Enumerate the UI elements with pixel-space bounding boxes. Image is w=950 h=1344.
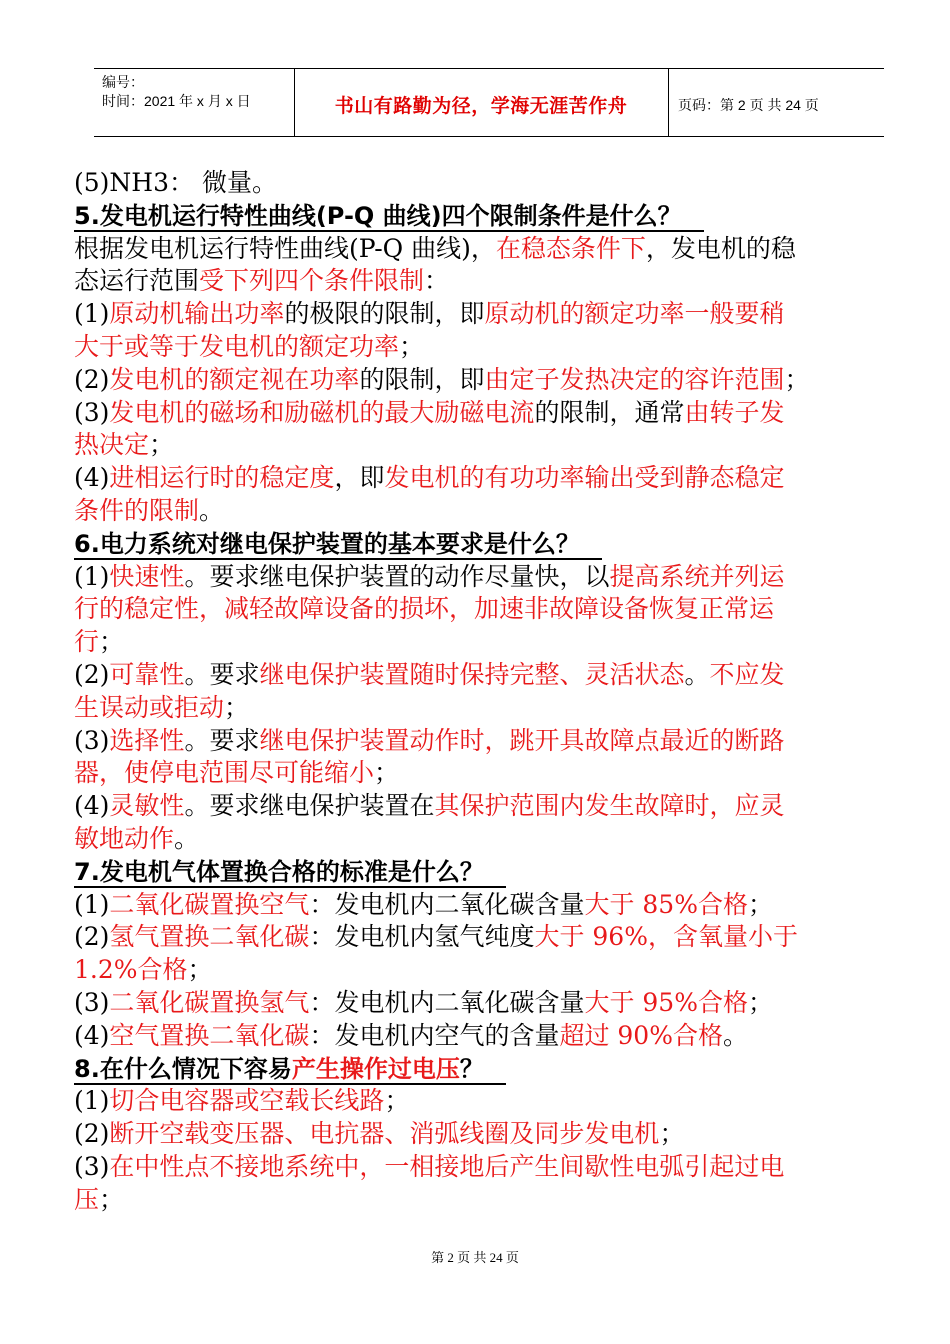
- text-segment: (2): [74, 922, 110, 952]
- highlighted-text: 二氧化碳置换氢气: [109, 987, 310, 1017]
- text-segment: (3): [74, 397, 110, 427]
- text-segment: ；: [747, 987, 773, 1017]
- page-footer: 第 2 页 共 24 页: [431, 1250, 519, 1265]
- heading-text: [74, 858, 506, 888]
- text-segment: ：发电机内空气的含量: [309, 1020, 560, 1050]
- text-line: [74, 561, 904, 594]
- text-segment: 7.发电机气体置换合格的标准是什么？: [74, 857, 484, 886]
- text-segment: 的极限的限制，即: [284, 299, 485, 329]
- text-line: [74, 298, 904, 331]
- highlighted-text: 敏地动作: [74, 823, 175, 853]
- text-line: [74, 265, 904, 298]
- text-segment: 5.发电机运行特性曲线(P-Q 曲线)四个限制条件是什么？: [74, 201, 682, 230]
- text-segment: (1): [74, 561, 110, 591]
- text-segment: 的限制，通常: [534, 397, 685, 427]
- text-line: [74, 954, 904, 987]
- text-segment: ；: [99, 1184, 125, 1214]
- highlighted-text: 大于或等于发电机的额定功率: [74, 331, 400, 361]
- highlighted-text: 选择性: [109, 725, 185, 755]
- text-segment: 。: [199, 495, 225, 525]
- text-segment: (2): [74, 364, 110, 394]
- text-line: [74, 692, 904, 725]
- highlighted-text: 不应发: [709, 659, 785, 689]
- text-line: [74, 1184, 904, 1217]
- text-segment: (2): [74, 1119, 110, 1149]
- text-segment: 。: [722, 1020, 748, 1050]
- text-segment: (2): [74, 659, 110, 689]
- text-line: [74, 1118, 904, 1151]
- text-line: [74, 462, 904, 495]
- highlighted-text: 其保护范围内发生故障时，应灵: [434, 791, 785, 821]
- highlighted-text: 快速性: [109, 561, 185, 591]
- highlighted-text: 产生操作过电压: [291, 1054, 460, 1083]
- highlighted-text: 可靠性: [109, 659, 185, 689]
- highlighted-text: 氢气置换二氧化碳: [109, 922, 310, 952]
- text-segment: ；: [384, 1086, 410, 1116]
- text-segment: ，即: [334, 463, 385, 493]
- text-segment: (4): [74, 791, 110, 821]
- text-line: [74, 823, 904, 856]
- text-segment: ？: [459, 1054, 484, 1083]
- highlighted-text: 进相运行时的稳定度: [109, 463, 335, 493]
- highlighted-text: 发电机的有功功率输出受到静态稳定: [384, 463, 785, 493]
- section-heading: [74, 200, 904, 233]
- text-line: [74, 659, 904, 692]
- serial-number-label: 编号：: [102, 74, 144, 90]
- text-segment: 。要求继电保护装置的动作尽量快，以: [184, 561, 610, 591]
- highlighted-text: 在中性点不接地系统中，一相接地后产生间歇性电弧引起过电: [109, 1151, 785, 1181]
- highlighted-text: 行: [74, 627, 100, 657]
- highlighted-text: 器，使停电范围尽可能缩小: [74, 758, 375, 788]
- highlighted-text: 原动机输出功率: [109, 299, 285, 329]
- text-line: [74, 757, 904, 790]
- highlighted-text: 压: [74, 1184, 100, 1214]
- highlighted-text: 灵敏性: [109, 791, 185, 821]
- highlighted-text: 超过 90%合格: [559, 1020, 723, 1050]
- highlighted-text: 受下列四个条件限制: [199, 266, 425, 296]
- text-line: [74, 331, 904, 364]
- highlighted-text: 发电机的额定视在功率: [109, 364, 360, 394]
- text-segment: ；: [149, 430, 175, 460]
- text-line: [74, 921, 904, 954]
- highlighted-text: 原动机的额定功率一般要稍: [484, 299, 785, 329]
- highlighted-text: 大于 95%合格: [584, 987, 748, 1017]
- text-segment: (3): [74, 1151, 110, 1181]
- highlighted-text: 由定子发热决定的容许范围: [484, 364, 785, 394]
- text-segment: (4): [74, 463, 110, 493]
- text-line: [74, 364, 904, 397]
- text-segment: ；: [784, 364, 810, 394]
- text-line: [74, 429, 904, 462]
- highlighted-text: 空气置换二氧化碳: [109, 1020, 310, 1050]
- document-body: [74, 167, 904, 1217]
- header-motto: 书山有路勤为径，学海无涯苦作舟: [334, 95, 628, 117]
- text-segment: ；: [659, 1119, 685, 1149]
- text-segment: ：发电机内二氧化碳含量: [309, 987, 585, 1017]
- text-segment: 。: [684, 659, 710, 689]
- text-segment: (1): [74, 889, 110, 919]
- text-segment: (3): [74, 725, 110, 755]
- text-segment: (5)NH3： 微量。: [74, 168, 277, 197]
- section-heading: [74, 1053, 904, 1086]
- text-segment: (4): [74, 1020, 110, 1050]
- heading-text: [74, 1055, 506, 1085]
- header-divider: [668, 69, 669, 136]
- text-segment: ：发电机内氢气纯度: [309, 922, 535, 952]
- text-line: [74, 397, 904, 430]
- text-segment: ；: [224, 692, 250, 722]
- heading-text: [74, 202, 704, 232]
- text-line: [74, 593, 904, 626]
- text-segment: (1): [74, 1086, 110, 1116]
- text-line: [74, 1020, 904, 1053]
- text-line: [74, 626, 904, 659]
- text-segment: 6.电力系统对继电保护装置的基本要求是什么？: [74, 529, 580, 558]
- text-segment: (3): [74, 987, 110, 1017]
- text-line: [74, 725, 904, 758]
- highlighted-text: 二氧化碳置换空气: [109, 889, 310, 919]
- highlighted-text: 断开空载变压器、电抗器、消弧线圈及同步发电机: [109, 1119, 660, 1149]
- heading-text: [74, 530, 602, 560]
- highlighted-text: 继电保护装置动作时，跳开具故障点最近的断路: [259, 725, 785, 755]
- highlighted-text: 大于 85%合格: [584, 889, 748, 919]
- highlighted-text: 条件的限制: [74, 495, 200, 525]
- section-heading: [74, 856, 904, 889]
- page-header: [94, 68, 884, 137]
- text-segment: ：发电机内二氧化碳含量: [309, 889, 585, 919]
- text-segment: ：: [424, 266, 450, 296]
- text-line: [74, 987, 904, 1020]
- highlighted-text: 生误动或拒动: [74, 692, 225, 722]
- highlighted-text: 由转子发: [684, 397, 785, 427]
- text-line: [74, 889, 904, 922]
- text-line: [74, 167, 904, 200]
- text-segment: ；: [399, 331, 425, 361]
- highlighted-text: 大于 96%，含氧量小于: [534, 922, 798, 952]
- highlighted-text: 继电保护装置随时保持完整、灵活状态: [259, 659, 685, 689]
- highlighted-text: 在稳态条件下: [495, 233, 646, 263]
- text-line: [74, 495, 904, 528]
- text-segment: ，发电机的稳: [645, 233, 796, 263]
- highlighted-text: 热决定: [74, 430, 150, 460]
- text-segment: 态运行范围: [74, 266, 200, 296]
- date-label: 时间：2021 年 x 月 x 日: [102, 93, 251, 109]
- highlighted-text: 发电机的磁场和励磁机的最大励磁电流: [109, 397, 535, 427]
- section-heading: [74, 528, 904, 561]
- highlighted-text: 行的稳定性，减轻故障设备的损坏，加速非故障设备恢复正常运: [74, 594, 775, 624]
- text-line: [74, 233, 904, 266]
- text-segment: ；: [747, 889, 773, 919]
- text-segment: ；: [99, 627, 125, 657]
- text-segment: 8.在什么情况下容易: [74, 1054, 292, 1083]
- highlighted-text: 1.2%合格: [74, 955, 188, 985]
- text-segment: 。要求继电保护装置在: [184, 791, 435, 821]
- text-segment: 。: [174, 823, 200, 853]
- text-segment: 。要求: [184, 725, 260, 755]
- text-segment: 。要求: [184, 659, 260, 689]
- text-line: [74, 1085, 904, 1118]
- text-segment: ；: [374, 758, 400, 788]
- text-segment: 根据发电机运行特性曲线(P-Q 曲线)，: [74, 233, 496, 263]
- header-meta: [102, 73, 251, 111]
- text-segment: ；: [187, 955, 213, 985]
- text-line: [74, 1151, 904, 1184]
- highlighted-text: 切合电容器或空载长线路: [109, 1086, 385, 1116]
- text-segment: (1): [74, 299, 110, 329]
- text-segment: 的限制，即: [359, 364, 485, 394]
- highlighted-text: 提高系统并列运: [609, 561, 785, 591]
- text-line: [74, 790, 904, 823]
- header-page-number: 页码：第 2 页 共 24 页: [678, 97, 819, 113]
